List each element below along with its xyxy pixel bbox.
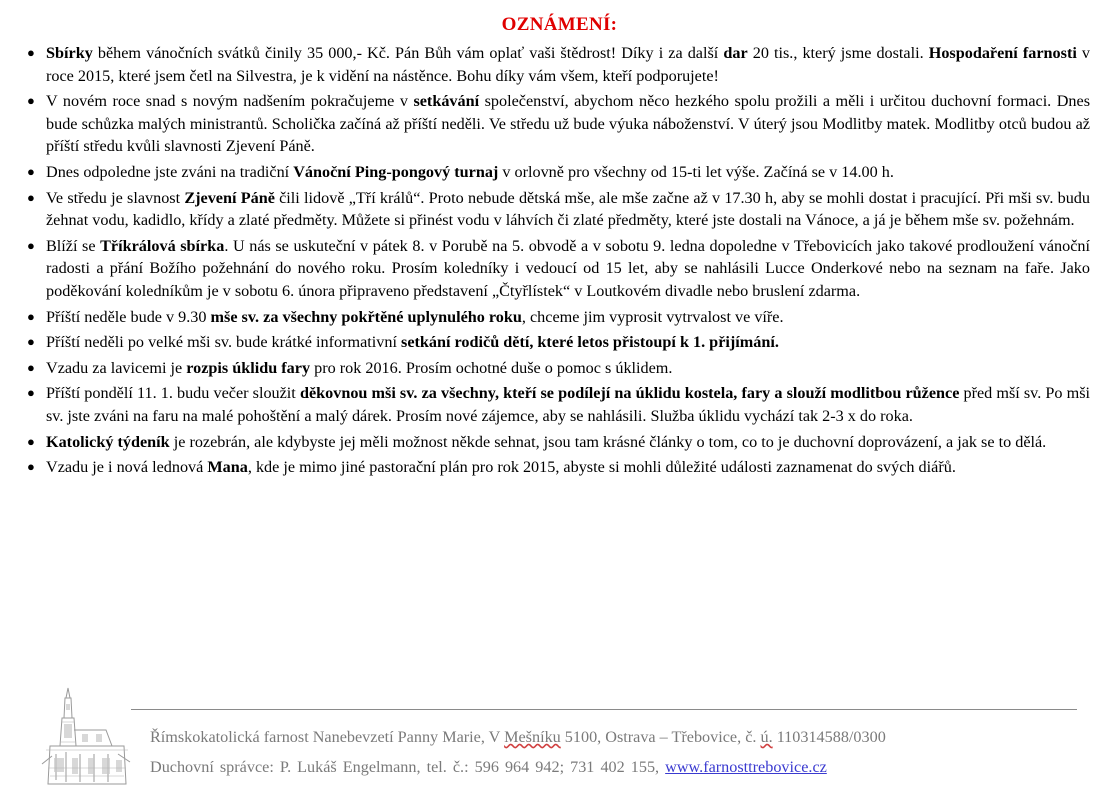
announcement-highlight: Mana: [207, 458, 248, 477]
announcement-highlight: děkovnou mši sv. za všechny, kteří se podílejí na úklidu kostela, fary a slouží modlitbou růžence: [299, 384, 960, 403]
announcement-text: Ve středu je slavnost: [46, 188, 185, 207]
announcement-text: před mší sv. Po mši sv. jste zváni na faru na malé pohoštění a malý dárek. Prosím nové zájemce, aby se nahlásili. Služba úklidu vychází tak 2-3 x do roka.: [46, 384, 1090, 425]
announcement-item: [26, 331, 1090, 354]
bullet-icon: ●: [27, 237, 35, 253]
announcement-item: [26, 382, 1090, 427]
announcement-text: , kde je mimo jiné pastorační plán pro rok 2015, abyste si mohli důležité události zaznamenat do svých diářů.: [247, 458, 956, 477]
announcement-item: [26, 90, 1090, 158]
announcement-highlight: setkávání: [413, 92, 480, 111]
announcement-item: [26, 235, 1090, 303]
announcement-highlight: Hospodaření farnosti: [928, 44, 1077, 62]
announcement-item: [26, 357, 1090, 380]
announcement-highlight: rozpis úklidu fary: [186, 358, 311, 377]
footer-divider: [131, 709, 1077, 710]
announcement-text: v roce 2015, které jsem četl na Silvestra, je k vidění na nástěnce. Bohu díky vám všem, kteří podporujete!: [46, 44, 1090, 85]
announcement-text: 20 tis., který jsme dostali.: [747, 44, 929, 62]
announcement-text: Příští neděle bude v 9.30: [46, 307, 211, 326]
announcement-text: je rozebrán, ale kdybyste jej měli možnost někde sehnat, jsou tam krásné články o tom, co to je duchovní doprovázení, a jak se to dělá.: [169, 432, 1047, 451]
announcement-text: Vzadu je i nová lednová: [46, 458, 208, 477]
footer-street: Mešníku: [504, 728, 561, 746]
announcement-item: [26, 187, 1090, 232]
website-link[interactable]: www.farnosttrebovice.cz: [665, 758, 827, 776]
bullet-icon: ●: [27, 163, 35, 179]
announcement-text: Vzadu za lavicemi je: [46, 358, 187, 377]
bullet-icon: ●: [27, 308, 35, 324]
announcement-text: Dnes odpoledne jste zváni na tradiční: [46, 162, 294, 181]
announcement-highlight: Tříkrálová sbírka: [100, 236, 225, 255]
announcement-text: Příští neděli po velké mši sv. bude krátké informativní: [46, 333, 402, 352]
announcement-highlight: Zjevení Páně: [184, 188, 275, 207]
announcement-text: čili lidově „Tří králů“. Proto nebude dětská mše, ale mše začne až v 17.30 h, aby se mohli dostat i pracující. Při mši sv. budu žehnat vodu, kadidlo, křídy a zlaté předměty. Můžete si přinést vodu v láhvích či zlaté předměty, které jste dostali na Vánoce, a já je během mše sv. požehnám.: [46, 188, 1090, 230]
announcement-highlight: Vánoční Ping-pongový turnaj: [293, 162, 499, 181]
announcement-text: v orlovně pro všechny od 15-ti let výše. Začíná se v 14.00 h.: [498, 162, 894, 181]
footer-account-number: 110314588/0300: [772, 728, 886, 746]
bullet-icon: ●: [27, 385, 35, 401]
announcement-text: . U nás se uskuteční v pátek 8. v Porubě na 5. obvodě a v sobotu 9. ledna dopoledne v Třebovicích jako takové prodloužení vánoční radosti a přání Božího požehnání do nového roku. Prosím koledníky i vedoucí od 15 let, aby se nahlásili Lucce Onderkové nebo na seznam na faře. Jako poděkování koledníkům je v sobotu 6. února připraveno představení „Čtyřlístek“ v Loutkovém divadle nebo bruslení zdarma.: [46, 236, 1090, 300]
footer-contact: [150, 758, 827, 777]
announcement-highlight: mše sv. za všechny pokřtěné uplynulého roku: [210, 307, 522, 326]
announcement-text: společenství, abychom něco hezkého spolu prožili a měli i určitou duchovní formaci. Dnes bude schůzka malých ministrantů. Scholička začíná až příští neděli. Ve středu už bude výuka náboženství. V úterý jsou Modlitby matek. Modlitby otců budou až příští středu kvůli slavnosti Zjevení Páně.: [46, 92, 1090, 156]
announcement-item: [26, 431, 1090, 454]
page-title: OZNÁMENÍ:: [501, 14, 618, 35]
announcement-highlight: setkání rodičů dětí, které letos přistoupí k 1. přijímání.: [401, 333, 779, 352]
bullet-icon: ●: [27, 45, 35, 60]
announcement-item: [26, 42, 1090, 87]
announcement-text: pro rok 2016. Prosím ochotné duše o pomoc s úklidem.: [310, 358, 673, 377]
footer-address-part: Římskokatolická farnost Nanebevzetí Panny Marie, V: [150, 728, 505, 746]
bullet-icon: ●: [27, 433, 35, 449]
bullet-icon: ●: [27, 359, 35, 375]
announcement-text: Příští pondělí 11. 1. budu večer sloužit: [46, 384, 300, 403]
bullet-icon: ●: [27, 93, 35, 109]
announcement-highlight: dar: [723, 44, 748, 62]
bullet-icon: ●: [27, 459, 35, 475]
announcement-item: [26, 456, 1090, 479]
footer-account-abbrev: ú.: [760, 728, 773, 746]
announcement-highlight: Katolický týdeník: [46, 432, 170, 451]
bullet-icon: ●: [27, 189, 35, 205]
bullet-icon: ●: [27, 334, 35, 350]
announcement-list: [26, 42, 1090, 482]
footer-address-part: 5100, Ostrava – Třebovice, č.: [560, 728, 761, 746]
announcement-item: [26, 161, 1090, 184]
announcement-text: V novém roce snad s novým nadšením pokračujeme v: [46, 92, 414, 111]
footer-contact-text: Duchovní správce: P. Lukáš Engelmann, tel. č.: 596 964 942; 731 402 155,: [150, 758, 666, 776]
announcement-text: Blíží se: [46, 236, 101, 255]
church-sketch-icon: [36, 684, 136, 788]
footer-address: [150, 728, 886, 747]
announcement-text: , chceme jim vyprosit vytrvalost ve víře.: [521, 307, 784, 326]
announcement-item: [26, 306, 1090, 329]
announcement-text: během vánočních svátků činily 35 000,- Kč. Pán Bůh vám oplať vaši štědrost! Díky i za další: [92, 44, 724, 62]
announcement-highlight: Sbírky: [46, 44, 93, 62]
